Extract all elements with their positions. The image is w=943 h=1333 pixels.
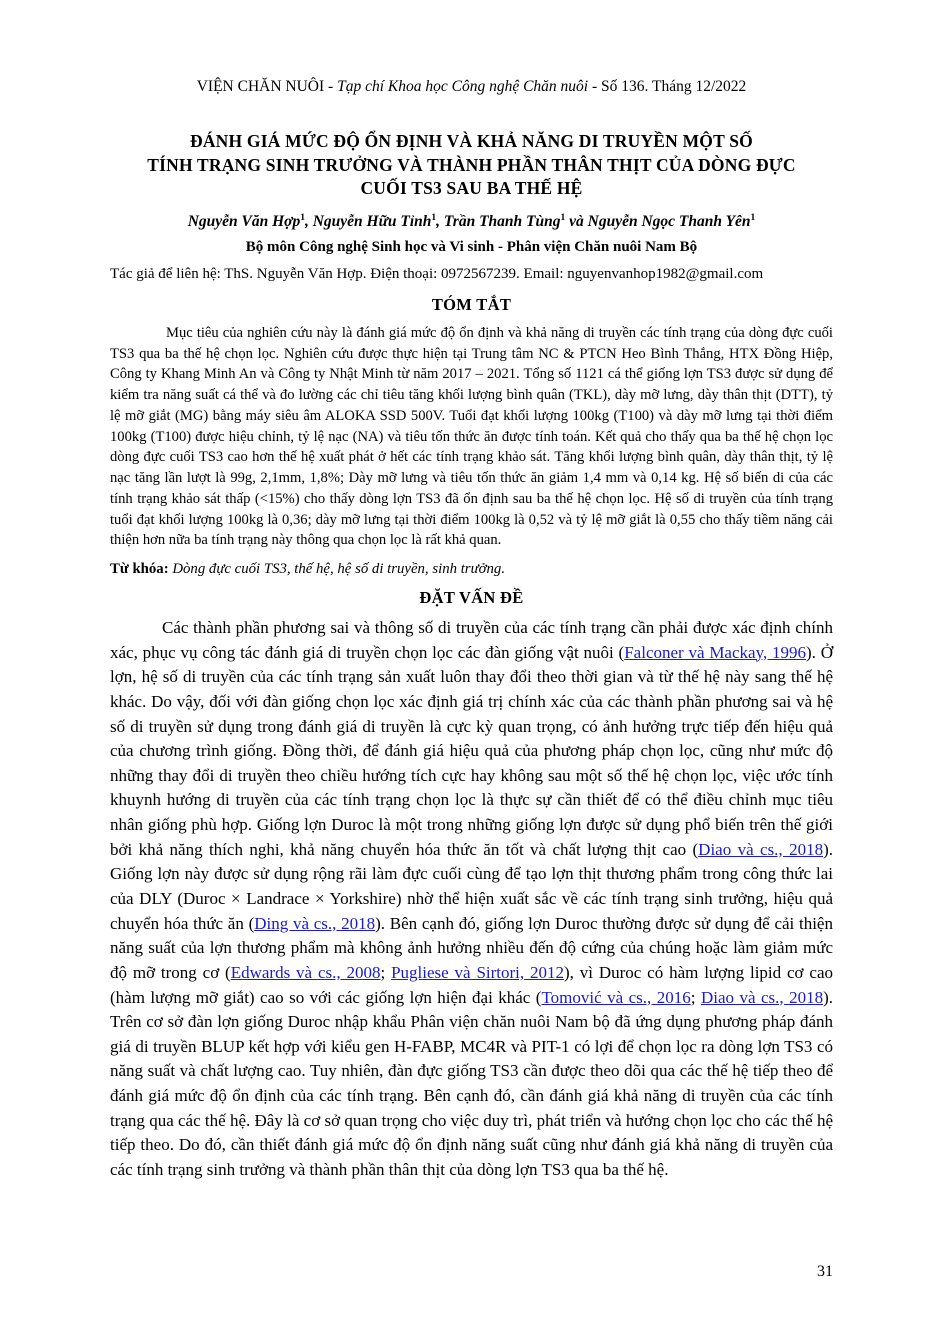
introduction-heading: ĐẶT VẤN ĐỀ	[419, 587, 524, 607]
title-line-1: ĐÁNH GIÁ MỨC ĐỘ ỔN ĐỊNH VÀ KHẢ NĂNG DI TRUYỀN MỘT SỐ	[190, 131, 753, 151]
author-1: Nguyễn Văn Hợp	[187, 213, 301, 231]
intro-separator-1: ;	[380, 962, 392, 982]
title-line-2: TÍNH TRẠNG SINH TRƯỞNG VÀ THÀNH PHẦN THÂN THỊT CỦA DÒNG ĐỰC	[147, 154, 796, 175]
abstract-body	[110, 323, 833, 551]
intro-text-6: ). Trên cơ sở đàn lợn giống Duroc nhập khẩu Phân viện chăn nuôi Nam bộ đã ứng dụng phương pháp đánh giá di truyền BLUP kết hợp với kiểu gen H-FABP, MC4R và PIT-1 có lợi để chọn lọc ra dòng lợn TS3 có năng suất và chất lượng cao. Tuy nhiên, đàn đực giống TS3 cần được theo dõi qua các thế hệ tiếp theo để đánh giá mức độ ổn định của các tính trạng. Bên cạnh đó, cần đánh giá khả năng di truyền của các tính trạng qua các thế hệ. Đây là cơ sở quan trọng cho việc duy trì, phát triển và hướng chọn lọc cho các thế hệ tiếp theo. Do đó, cần thiết đánh giá mức độ ổn định năng suất cũng như đánh giá khả năng di truyền của các tính trạng sinh trưởng và thành phần thân thịt của dòng lợn TS3 qua ba thế hệ.	[110, 987, 833, 1180]
author-4: và Nguyễn Ngọc Thanh Yên	[565, 213, 751, 231]
keywords-value: Dòng đực cuối TS3, thế hệ, hệ số di truyền, sinh trưởng.	[172, 560, 506, 577]
abstract-heading: TÓM TẮT	[431, 295, 512, 315]
keywords-label: Từ khóa:	[110, 560, 173, 577]
running-head-separator: -	[324, 78, 338, 95]
page-title	[124, 130, 819, 201]
running-head-issue: - Số 136. Tháng 12/2022	[588, 78, 747, 95]
citation-falconer-mackay-1996[interactable]: Falconer và Mackay, 1996	[624, 642, 807, 662]
citation-diao-2018-first[interactable]: Diao và cs., 2018	[698, 839, 824, 859]
abstract-text: Mục tiêu của nghiên cứu này là đánh giá mức độ ổn định và khả năng di truyền các tính trạng của dòng đực cuối TS3 qua ba thế hệ chọn lọc. Nghiên cứu được thực hiện tại Trung tâm NC & PTCN Heo Bình Thắng, HTX Đồng Hiệp, Công ty Khang Minh An và Công ty Nhật Minh từ năm 2017 – 2021. Tổng số 1121 cá thể giống lợn TS3 được sử dụng để kiểm tra năng suất cá thể và đo lường các chỉ tiêu tăng khối lượng bình quân (TKL), dày mỡ lưng, dày thân thịt (DTT), tỷ lệ mỡ giắt (MG) bằng máy siêu âm ALOKA SSD 500V. Tuổi đạt khối lượng 100kg (T100) và dày mỡ lưng tại thời điểm 100kg (T100) được hiệu chỉnh, tỷ lệ nạc (NA) và tiêu tốn thức ăn được tính toán. Kết quả cho thấy qua ba thế hệ chọn lọc dòng đực cuối TS3 cao hơn thế hệ xuất phát ở hết các tính trạng khảo sát. Tăng khối lượng bình quân, dày thân thịt, tỷ lệ nạc tăng lần lượt là 99g, 2,1mm, 1,8%; Dày mỡ lưng và tiêu tốn thức ăn giảm 1,4 mm và 0,14 kg. Hệ số biến di của các tính trạng khảo sát thấp (<15%) cho thấy dòng lợn TS3 đã ổn định sau ba thế hệ chọn lọc. Hệ số di truyền của tính trạng tuổi đạt khối lượng 100kg là 0,36; dày mỡ lưng tại thời điểm 100kg là 0,52 và tỷ lệ mỡ giắt là 0,55 cho thấy tiềm năng cải thiện hơn nữa ba tính trạng này thông qua chọn lọc là rất khả quan.	[110, 325, 833, 549]
citation-edwards-2008[interactable]: Edwards và cs., 2008	[230, 962, 381, 982]
citation-diao-2018-second[interactable]: Diao và cs., 2018	[700, 987, 824, 1007]
author-3-affiliation-marker: 1	[560, 212, 566, 223]
running-head	[110, 78, 833, 96]
running-head-institution: VIỆN CHĂN NUÔI	[196, 78, 325, 95]
corresponding-author-contact: Tác giả để liên hệ: ThS. Nguyễn Văn Hợp. Điện thoại: 0972567239. Email: nguyenvanhop1982@gmail.com	[110, 266, 764, 283]
title-line-3: CUỐI TS3 SAU BA THẾ HỆ	[360, 178, 583, 199]
citation-ding-2018[interactable]: Ding và cs., 2018	[254, 913, 376, 933]
citation-tomovic-2016[interactable]: Tomović và cs., 2016	[541, 987, 691, 1007]
affiliation: Bộ môn Công nghệ Sinh học và Vi sinh - Phân viện Chăn nuôi Nam Bộ	[245, 239, 698, 256]
keywords	[110, 561, 833, 578]
intro-text-5: ), vì Duroc có hàm lượng lipid cơ cao (hàm lượng mỡ giắt) cao so với các giống lợn hiện đại khác (	[110, 962, 833, 1007]
introduction-body	[110, 616, 833, 1183]
intro-text-2: ). Ở lợn, hệ số di truyền của các tính trạng sản xuất luôn thay đổi theo thời gian và từ thế hệ này sang thế hệ khác. Do vậy, đối với đàn giống chọn lọc xác định giá trị chính xác của các thành phần phương sai và hệ số di truyền sử dụng trong đánh giá di truyền là cực kỳ quan trọng, có ảnh hưởng trực tiếp đến hiệu quả của chương trình giống. Đồng thời, để đánh giá hiệu quả của phương pháp chọn lọc, cũng như mức độ những thay đổi di truyền theo chiều hướng tích cực hay không sau một số thế hệ chọn lọc, việc ước tính khuynh hướng di truyền của các tính trạng chọn lọc là thực sự cần thiết để có thể điều chỉnh mục tiêu nhân giống phù hợp. Giống lợn Duroc là một trong những giống lợn được sử dụng phổ biến trên thế giới bởi khả năng thích nghi, khả năng chuyển hóa thức ăn tốt và chất lượng thịt cao (	[110, 642, 833, 859]
author-3: , Trần Thanh Tùng	[436, 213, 561, 231]
author-2-affiliation-marker: 1	[431, 212, 437, 223]
intro-text-3: ). Giống lợn này được sử dụng rộng rãi làm đực cuối cùng để tạo lợn thịt thương phẩm trong công thức lai của DLY (Duroc × Landrace × Yorkshire) nhờ thể hiện xuất sắc về các tính trạng sinh trưởng, hiệu quả chuyển hóa thức ăn (	[110, 839, 833, 933]
intro-text-1: Các thành phần phương sai và thông số di truyền của các tính trạng cần phải được xác định chính xác, phục vụ công tác đánh giá di truyền chọn lọc các đàn giống vật nuôi (	[110, 617, 833, 662]
author-list	[110, 213, 833, 231]
intro-separator-2: ;	[690, 987, 701, 1007]
page-number: 31	[817, 1263, 833, 1280]
author-1-affiliation-marker: 1	[300, 212, 305, 223]
author-2: , Nguyễn Hữu Tỉnh	[304, 213, 432, 231]
author-4-affiliation-marker: 1	[750, 212, 756, 223]
intro-text-4: ). Bên cạnh đó, giống lợn Duroc thường được sử dụng để cải thiện năng suất của lợn thương phẩm mà không ảnh hưởng nhiều đến độ cứng của chúng hoặc làm giảm mức độ mỡ trong cơ (	[110, 913, 833, 982]
running-head-journal: Tạp chí Khoa học Công nghệ Chăn nuôi	[337, 78, 589, 95]
citation-pugliese-sirtori-2012[interactable]: Pugliese và Sirtori, 2012	[391, 962, 564, 982]
